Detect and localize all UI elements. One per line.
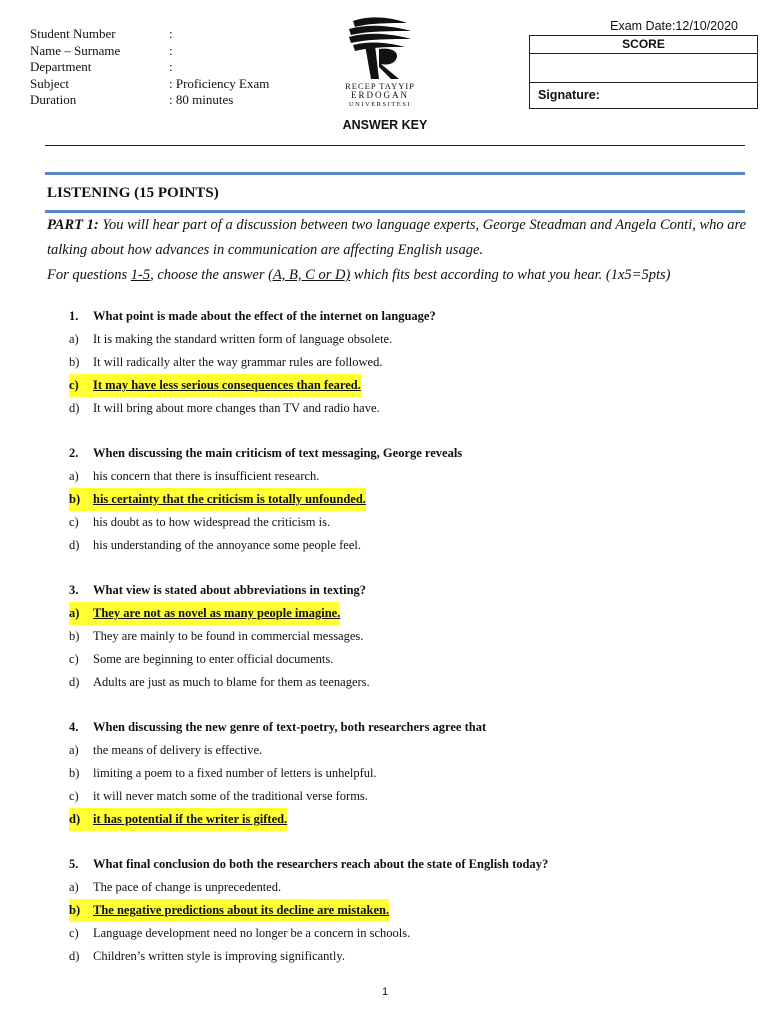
option-c-correct: c) It may have less serious consequences than feared.: [69, 374, 749, 397]
logo-emblem-icon: [335, 15, 425, 83]
university-logo: [335, 15, 425, 111]
logo-line-3: UNIVERSITESI: [348, 101, 412, 108]
exam-date: Exam Date:12/10/2020: [610, 19, 738, 33]
field-subject: Subject : Proficiency Exam: [30, 75, 270, 91]
part-label: PART 1:: [47, 217, 99, 233]
signature-label: Signature:: [538, 88, 600, 102]
question-1: [69, 305, 749, 420]
question-stem: 5. What final conclusion do both the researchers reach about the state of English today?: [69, 857, 549, 871]
logo-line-2: ERDOGAN: [351, 90, 409, 100]
question-3: [69, 579, 749, 694]
question-stem: 3. What view is stated about abbreviations in texting?: [69, 583, 367, 597]
option-a: a) The pace of change is unprecedented.: [69, 880, 282, 894]
option-d: d) Adults are just as much to blame for them as teenagers.: [69, 675, 370, 689]
option-d: d) his understanding of the annoyance some people feel.: [69, 538, 361, 552]
header-divider: [45, 145, 745, 146]
part-instructions: [47, 213, 747, 288]
option-c: c) his doubt as to how widespread the criticism is.: [69, 515, 331, 529]
field-student-number: Student Number :: [30, 26, 173, 41]
logo-line-1: RECEP TAYYIP: [345, 81, 415, 91]
option-a: a) It is making the standard written form of language obsolete.: [69, 332, 393, 346]
field-name-surname: Name – Surname :: [30, 42, 173, 58]
question-2: [69, 442, 749, 557]
part-intro: PART 1: You will hear part of a discussion between two language experts, George Steadman and Angela Conti, who are talking about how advances in communication are affecting English usage.: [47, 217, 747, 258]
question-list: [69, 305, 749, 990]
option-a: a) his concern that there is insufficient research.: [69, 469, 320, 483]
student-info: [30, 26, 269, 109]
question-stem: 4. When discussing the new genre of text-poetry, both researchers agree that: [69, 720, 487, 734]
option-b: b) They are mainly to be found in commercial messages.: [69, 629, 364, 643]
option-d: d) Children’s written style is improving significantly.: [69, 949, 345, 963]
option-b: b) It will radically alter the way grammar rules are followed.: [69, 355, 383, 369]
page-number: 1: [381, 986, 389, 998]
option-b-correct: b) his certainty that the criticism is totally unfounded.: [69, 488, 749, 511]
question-stem: 2. When discussing the main criticism of text messaging, George reveals: [69, 446, 463, 460]
field-department: Department :: [30, 59, 173, 75]
section-title: LISTENING (15 POINTS): [47, 185, 219, 201]
answer-key-title: ANSWER KEY: [342, 118, 428, 132]
option-c: c) Language development need no longer be a concern in schools.: [69, 926, 411, 940]
option-c: c) Some are beginning to enter official documents.: [69, 652, 334, 666]
score-field[interactable]: [530, 54, 757, 83]
option-b-correct: b) The negative predictions about its decline are mistaken.: [69, 899, 749, 922]
score-box: [529, 35, 758, 109]
option-d: d) It will bring about more changes than TV and radio have.: [69, 401, 380, 415]
option-c: c) it will never match some of the traditional verse forms.: [69, 789, 368, 803]
option-a-correct: a) They are not as novel as many people imagine.: [69, 602, 749, 625]
section-rule-top: [45, 172, 745, 175]
question-4: [69, 716, 749, 831]
option-d-correct: d) it has potential if the writer is gifted.: [69, 808, 749, 831]
question-stem: 1. What point is made about the effect of the internet on language?: [69, 309, 436, 323]
option-b: b) limiting a poem to a fixed number of letters is unhelpful.: [69, 766, 377, 780]
field-duration: Duration : 80 minutes: [30, 92, 234, 108]
score-label: SCORE: [530, 36, 757, 54]
part-instruction-line: For questions 1-5, choose the answer (A, B, C or D) which fits best according to what you hear. (1x5=5pts): [47, 267, 671, 283]
option-a: a) the means of delivery is effective.: [69, 743, 263, 757]
question-5: [69, 853, 749, 968]
